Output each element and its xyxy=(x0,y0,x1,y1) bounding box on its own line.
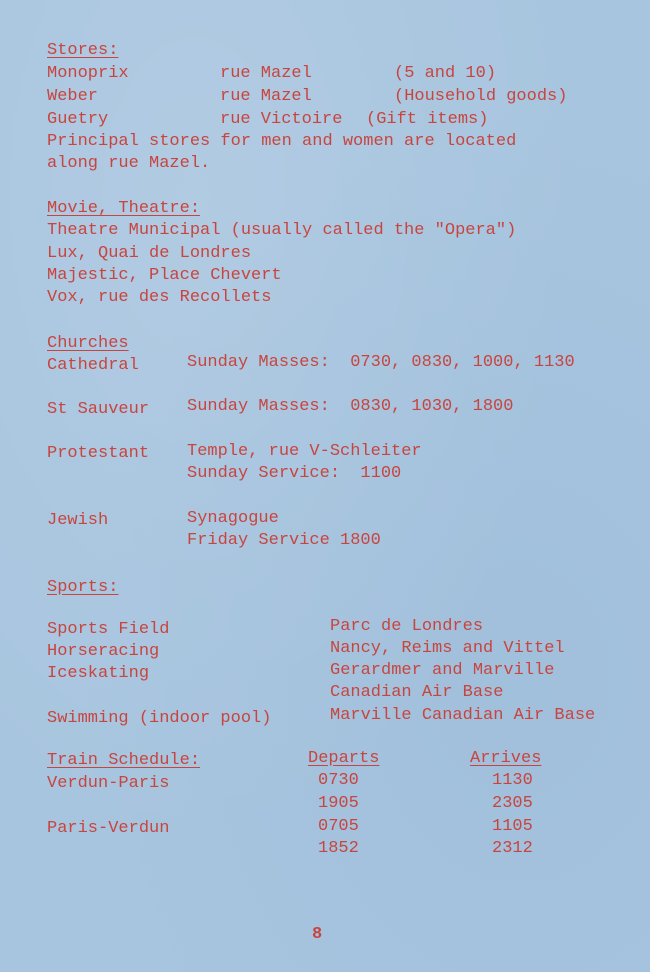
arrives-header: Arrives xyxy=(470,749,542,768)
stores-heading: Stores: xyxy=(47,41,119,60)
departs-header: Departs xyxy=(308,749,380,768)
movie-line: Theatre Municipal (usually called the "Opera") xyxy=(47,221,517,240)
train-heading: Train Schedule: xyxy=(47,751,201,770)
church-name: Protestant xyxy=(47,444,150,463)
sport-name: Swimming (indoor pool) xyxy=(47,709,272,728)
stores-paragraph: Principal stores for men and women are located xyxy=(47,132,517,151)
departs-time: 1905 xyxy=(318,794,359,813)
church-name: St Sauveur xyxy=(47,400,150,419)
departs-time: 0730 xyxy=(318,771,359,790)
store-street: rue Victoire xyxy=(220,110,343,129)
church-name: Cathedral xyxy=(47,356,139,375)
movie-line: Majestic, Place Chevert xyxy=(47,266,282,285)
sport-place: Canadian Air Base xyxy=(330,683,504,702)
sport-place: Nancy, Reims and Vittel xyxy=(330,639,565,658)
church-detail: Friday Service 1800 xyxy=(187,531,381,550)
store-street: rue Mazel xyxy=(220,87,312,106)
departs-time: 1852 xyxy=(318,839,359,858)
church-name: Jewish xyxy=(47,511,109,530)
church-detail: Sunday Masses: 0730, 0830, 1000, 1130 xyxy=(187,353,575,372)
sport-name: Sports Field xyxy=(47,620,170,639)
store-street: rue Mazel xyxy=(220,64,312,83)
movie-line: Lux, Quai de Londres xyxy=(47,244,252,263)
movie-heading: Movie, Theatre: xyxy=(47,199,201,218)
church-detail: Sunday Service: 1100 xyxy=(187,464,402,483)
arrives-time: 1130 xyxy=(492,771,533,790)
store-name: Weber xyxy=(47,87,99,106)
page-number: 8 xyxy=(312,925,323,944)
sport-place: Parc de Londres xyxy=(330,617,484,636)
store-note: (Gift items) xyxy=(366,110,489,129)
arrives-time: 2305 xyxy=(492,794,533,813)
stores-paragraph: along rue Mazel. xyxy=(47,154,211,173)
church-detail: Temple, rue V-Schleiter xyxy=(187,442,422,461)
sport-name: Iceskating xyxy=(47,664,150,683)
store-note: (Household goods) xyxy=(394,87,568,106)
church-detail: Synagogue xyxy=(187,509,279,528)
train-route: Paris-Verdun xyxy=(47,819,170,838)
sport-place: Gerardmer and Marville xyxy=(330,661,555,680)
sport-name: Horseracing xyxy=(47,642,160,661)
store-name: Monoprix xyxy=(47,64,129,83)
store-note: (5 and 10) xyxy=(394,64,497,83)
sport-place: Marville Canadian Air Base xyxy=(330,706,596,725)
train-route: Verdun-Paris xyxy=(47,774,170,793)
sports-heading: Sports: xyxy=(47,578,119,597)
store-name: Guetry xyxy=(47,110,109,129)
arrives-time: 2312 xyxy=(492,839,533,858)
departs-time: 0705 xyxy=(318,817,359,836)
churches-heading: Churches xyxy=(47,334,129,353)
arrives-time: 1105 xyxy=(492,817,533,836)
church-detail: Sunday Masses: 0830, 1030, 1800 xyxy=(187,397,514,416)
movie-line: Vox, rue des Recollets xyxy=(47,288,272,307)
